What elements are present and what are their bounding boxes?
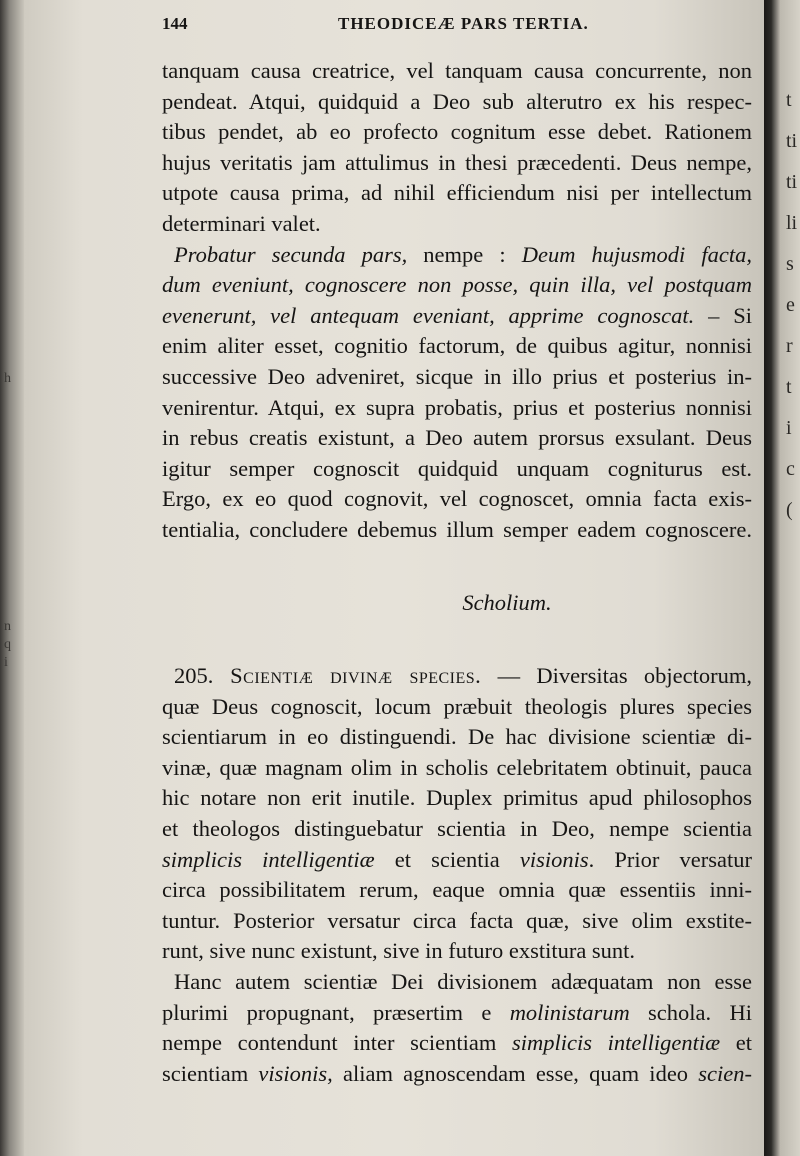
text-span: et: [720, 1030, 752, 1056]
margin-fragment: n: [4, 619, 11, 634]
text-span: aliam agnoscendam esse, quam ideo: [332, 1060, 699, 1086]
text-line: hic notare non erit inutile. Duplex primitus apud philosophos: [162, 785, 752, 811]
text-line: vinæ, quæ magnam olim in scholis celebritatem obtinuit, pauca: [162, 754, 752, 780]
text-span: – Si: [694, 302, 752, 328]
text-span: schola. Hi: [629, 999, 752, 1025]
text-line: tuntur. Posterior versatur circa facta quæ, sive olim exstite-: [162, 907, 752, 933]
text-span: nempe :: [407, 241, 522, 267]
italic-text: simplicis intelligentiæ: [511, 1030, 721, 1056]
next-page-fragment: t: [786, 89, 792, 111]
next-page-fragment: r: [786, 335, 793, 357]
text-line: determinari valet.: [162, 210, 321, 236]
italic-text: molinistarum: [509, 999, 630, 1025]
italic-text: dum eveniunt, cognoscere non posse, quin illa, vel postquam: [162, 272, 752, 298]
next-page-fragment: i: [786, 417, 792, 439]
text-line: tentialia, concludere debemus illum semper eadem cognoscere.: [162, 516, 752, 542]
text-span: scientiam: [162, 1060, 259, 1086]
text-line: venirentur. Atqui, ex supra probatis, prius et posterius nonnisi: [162, 394, 752, 420]
next-page-fragment: s: [786, 253, 794, 275]
running-title: THEODICEÆ PARS TERTIA.: [338, 14, 589, 33]
next-page-fragment: ti: [786, 130, 798, 152]
italic-text: visionis,: [258, 1060, 333, 1086]
margin-fragment: i: [4, 655, 8, 670]
text-line: scientiarum in eo distinguendi. De hac divisione scientiæ di-: [162, 724, 752, 750]
next-page-fragment: e: [786, 294, 795, 316]
text-line: et theologos distinguebatur scientia in Deo, nempe scientia: [162, 815, 752, 841]
text-line: igitur semper cognoscit quidquid unquam cogniturus est.: [162, 455, 752, 481]
text-line: [162, 301, 752, 332]
paragraph-heading: Scientiæ divinæ species.: [213, 663, 482, 688]
text-span: . Prior versatur: [588, 846, 752, 872]
next-page-fragment: li: [786, 212, 798, 234]
text-line: runt, sive nunc existunt, sive in futuro exstitura sunt.: [162, 938, 636, 964]
margin-fragment: h: [4, 371, 11, 386]
next-page-fragment: t: [786, 376, 792, 398]
next-page-fragments: [786, 80, 800, 531]
body-text-lower: [162, 661, 752, 1089]
next-page-fragment: (: [786, 499, 793, 521]
text-line: successive Deo adveniret, sicque in illo prius et posterius in-: [162, 363, 752, 389]
text-span: nempe contendunt inter scientiam: [162, 1030, 512, 1056]
text-line: Hanc autem scientiæ Dei divisionem adæquatam non esse: [174, 968, 752, 994]
italic-text: visionis: [519, 846, 589, 872]
body-text-upper: [162, 56, 752, 546]
margin-fragment: q: [4, 637, 11, 652]
text-span: plurimi propugnant, præsertim e: [162, 999, 510, 1025]
italic-text: Deum hujusmodi facta,: [521, 241, 752, 267]
page-number: 144: [162, 14, 188, 33]
text-line: enim aliter esset, cognitio factorum, de quibus agitur, nonnisi: [162, 333, 752, 359]
running-head: [162, 10, 752, 40]
text-span: — Diversitas objectorum,: [481, 663, 752, 688]
italic-text: scien-: [698, 1060, 752, 1086]
text-line: [162, 661, 752, 692]
next-page-fragment: c: [786, 458, 795, 480]
italic-text: evenerunt, vel antequam eveniant, apprime cognoscat.: [162, 302, 695, 328]
text-line: hujus veritatis jam attulimus in thesi præcedenti. Deus nempe,: [162, 149, 752, 175]
text-line: [162, 270, 752, 301]
section-heading: Scholium.: [462, 590, 552, 615]
text-line: in rebus creatis existunt, a Deo autem prorsus exsulant. Deus: [162, 425, 752, 451]
text-line: [162, 845, 752, 876]
text-line: quæ Deus cognoscit, locum præbuit theologis plures species: [162, 693, 752, 719]
italic-text: Probatur secunda pars,: [174, 241, 408, 267]
paragraph-number: 205.: [174, 663, 214, 688]
text-line: [162, 240, 752, 271]
text-line: [162, 998, 752, 1029]
italic-text: simplicis intelligentiæ: [162, 846, 375, 872]
next-page-fragment: ti: [786, 171, 798, 193]
text-line: pendeat. Atqui, quidquid a Deo sub alterutro ex his respec-: [162, 88, 752, 114]
text-line: [162, 1059, 752, 1090]
text-line: circa possibilitatem rerum, eaque omnia quæ essentiis inni-: [162, 877, 752, 903]
text-line: utpote causa prima, ad nihil efficiendum nisi per intellectum: [162, 180, 752, 206]
text-line: tibus pendet, ab eo profecto cognitum esse debet. Rationem: [162, 119, 752, 145]
text-line: tanquam causa creatrice, vel tanquam causa concurrente, non: [162, 58, 752, 83]
text-line: [162, 1028, 752, 1059]
text-line: Ergo, ex eo quod cognovit, vel cognoscet, omnia facta exis-: [162, 486, 752, 512]
text-span: et scientia: [374, 846, 520, 872]
left-margin-fragments: [4, 370, 28, 672]
